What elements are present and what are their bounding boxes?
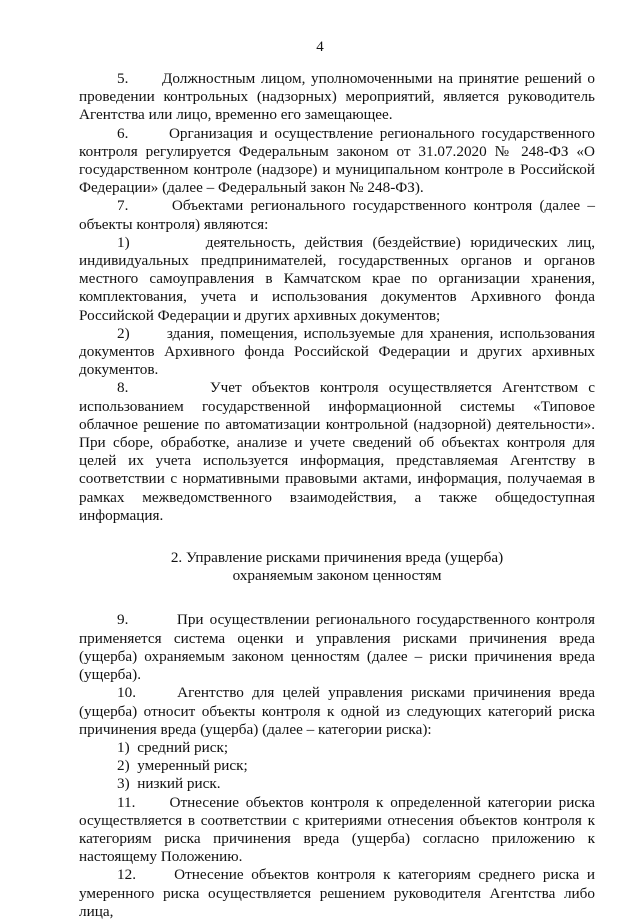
section-heading — [79, 549, 595, 585]
list-number: 2) — [117, 757, 130, 775]
risk-list-item — [79, 739, 595, 757]
list-number: 1) — [117, 738, 130, 756]
paragraph-5 — [79, 70, 595, 125]
paragraph-number: 7. — [117, 197, 129, 215]
paragraph-number: 12. — [117, 866, 136, 884]
paragraph-number: 11. — [117, 793, 136, 811]
paragraph-11 — [79, 794, 595, 867]
list-number: 2) — [117, 324, 130, 342]
paragraph-text: Учет объектов контроля осуществляется Агентством с использованием государственной информационной системы «Типовое облачное решение по автоматизации контрольной (надзорной) деятельности». При сборе, обработке, анализе и учете сведений об объектах контроля для целей их учета используется информация, представляемая Агентству в соответствии с нормативными правовыми актами, информация, получаемая в рамках межведомственного взаимодействия, а также общедоступная информация. — [79, 379, 595, 524]
paragraph-7 — [79, 197, 595, 233]
paragraph-text: При осуществлении регионального государственного контроля применяется система оценки и управления рисками причинения вреда (ущерба) охраняемым законом ценностям (далее – риски причинения вреда (ущерба). — [79, 611, 595, 684]
list-number: 3) — [117, 775, 130, 793]
risk-list-item — [79, 775, 595, 793]
risk-list-item — [79, 757, 595, 775]
paragraph-text: Агентство для целей управления рисками причинения вреда (ущерба) относит объекты контроля к одной из следующих категорий риска причинения вреда (ущерба) (далее – категории риска): — [79, 684, 595, 738]
paragraph-number: 8. — [117, 379, 129, 397]
paragraph-9 — [79, 611, 595, 684]
list-text: деятельность, действия (бездействие) юридических лиц, индивидуальных предпринимателей, государственных органов и органов местного самоуправления в Камчатском крае по организации хранения, комплектования, учета и использования документов Архивного фонда Российской Федерации и других архивных документов; — [79, 233, 596, 324]
paragraph-text: Организация и осуществление регионального государственного контроля регулируется Федеральным законом от 31.07.2020 № 248-ФЗ «О государственном контроле (надзоре) и муниципальном контроле в Российской Федерации» (далее – Федеральный закон № 248-ФЗ). — [79, 124, 596, 197]
paragraph-6 — [79, 125, 595, 198]
list-text: здания, помещения, используемые для хранения, использования документов Архивного фонда Российской Федерации и других архивных документов. — [79, 324, 596, 379]
paragraph-number: 10. — [117, 684, 136, 702]
paragraph-text: Объектами регионального государственного контроля (далее – объекты контроля) являются: — [79, 197, 595, 233]
paragraph-8 — [79, 379, 595, 525]
paragraph-12 — [79, 866, 595, 921]
list-text: низкий риск. — [137, 775, 221, 793]
paragraph-number: 9. — [117, 611, 129, 629]
paragraph-7-item-2 — [79, 325, 595, 380]
paragraph-text: Отнесение объектов контроля к определенной категории риска осуществляется в соответствии с критериями отнесения объектов контроля к категориям риска причинения вреда (ущерба) согласно приложению к настоящему Положению. — [79, 793, 596, 866]
paragraph-text: Должностным лицом, уполномоченными на принятие решений о проведении контрольных (надзорных) мероприятий, является руководитель Агентства или лицо, временно его замещающее. — [79, 70, 595, 124]
paragraph-number: 6. — [117, 124, 129, 142]
section-heading-line-2: охраняемым законом ценностям — [232, 567, 442, 585]
paragraph-7-item-1 — [79, 234, 595, 325]
paragraph-number: 5. — [117, 70, 129, 87]
section-heading-line-1: 2. Управление рисками причинения вреда (ущерба) — [170, 549, 504, 567]
page-number: 4 — [316, 39, 324, 55]
paragraph-text: Отнесение объектов контроля к категориям среднего риска и умеренного риска осуществляется решением руководителя Агентства либо лица, — [79, 866, 596, 920]
paragraph-10 — [79, 684, 595, 739]
list-number: 1) — [117, 233, 130, 251]
list-text: умеренный риск; — [137, 757, 248, 775]
document-body — [79, 70, 595, 921]
list-text: средний риск; — [137, 738, 229, 756]
